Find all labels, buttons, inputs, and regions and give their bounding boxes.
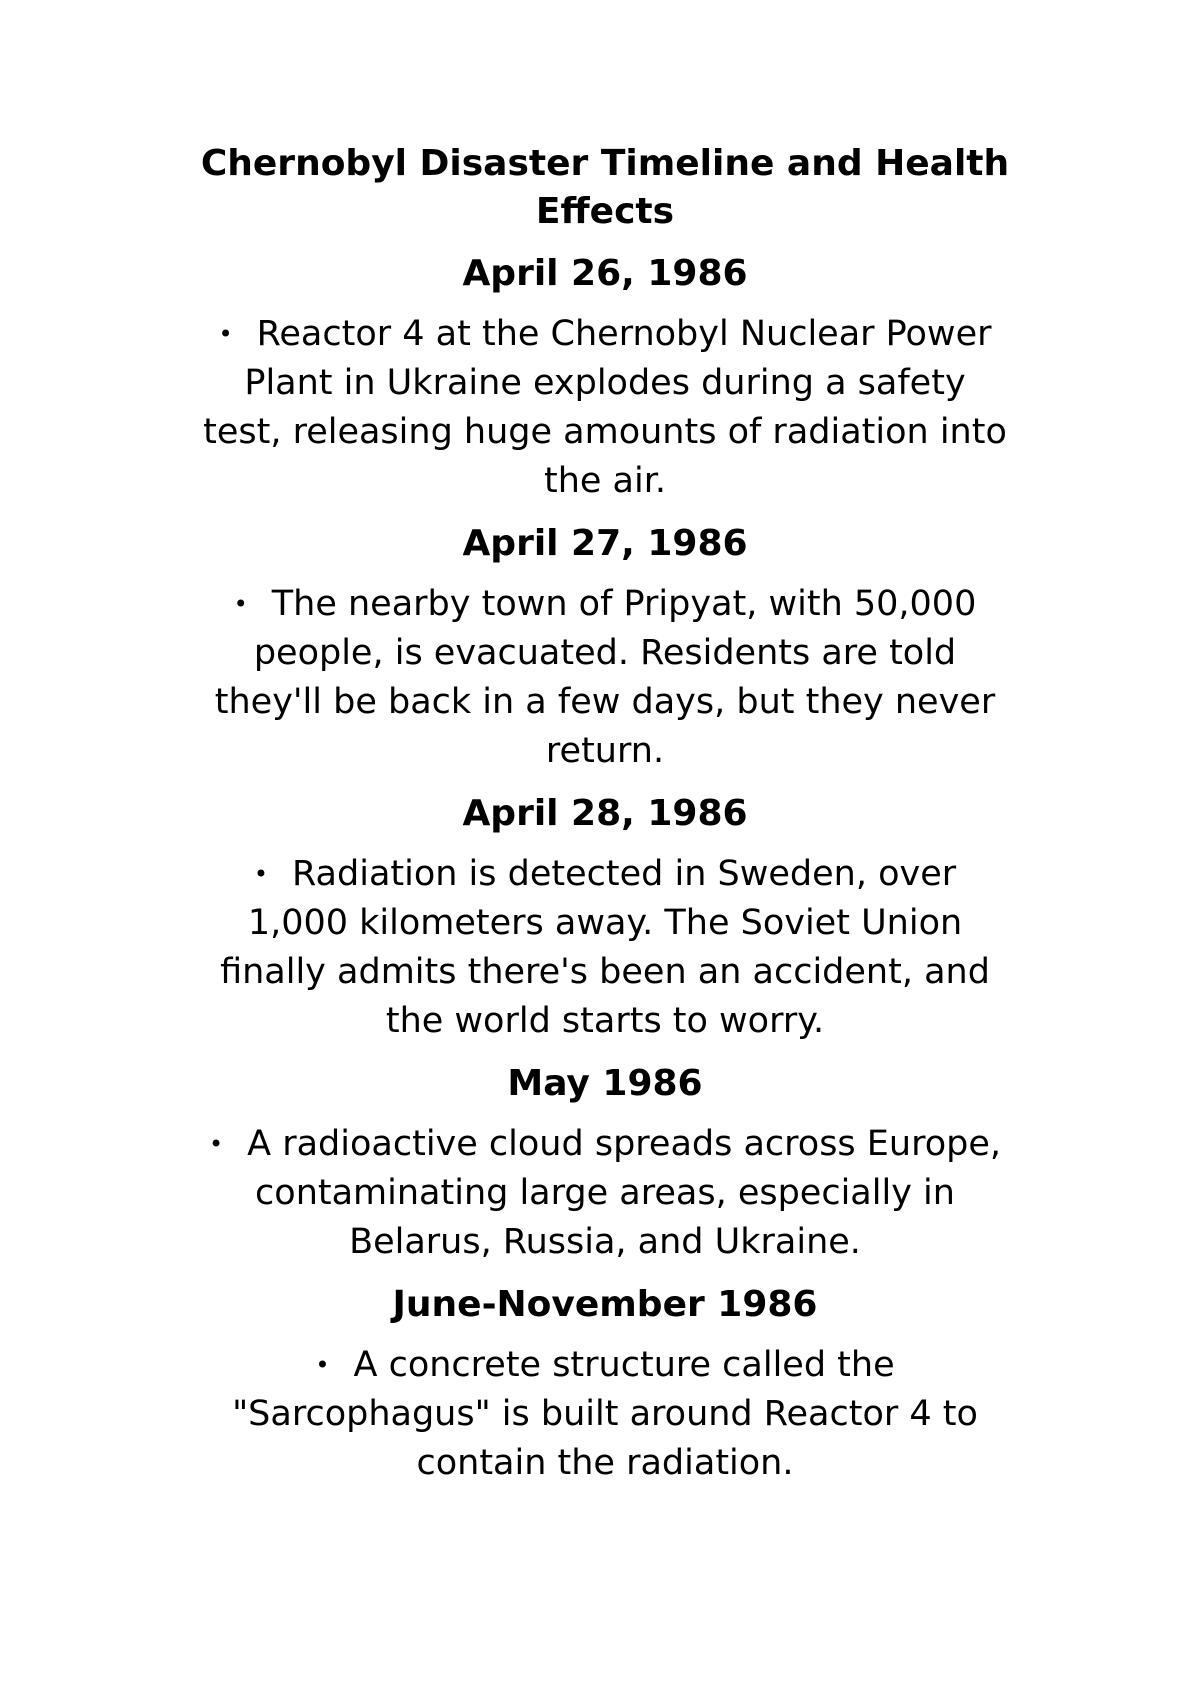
list-item [190, 850, 1020, 1046]
bullet-list [190, 580, 1020, 776]
bullet-icon: • [218, 320, 233, 348]
bullet-list [190, 850, 1020, 1046]
bullet-icon: • [315, 1351, 330, 1379]
list-item [190, 580, 1020, 776]
timeline-section [190, 1281, 1020, 1488]
bullet-list [190, 1120, 1020, 1267]
list-item [190, 1120, 1020, 1267]
bullet-list [190, 310, 1020, 506]
timeline-section [190, 250, 1020, 506]
section-date: April 26, 1986 [462, 253, 748, 294]
timeline-section [190, 520, 1020, 776]
list-item-text: The nearby town of Pripyat, with 50,000 people, is evacuated. Residents are told they'll be back in a few days, but they never return. [214, 584, 996, 771]
document-body [190, 140, 1020, 1502]
document-title: Chernobyl Disaster Timeline and Health Effects [200, 143, 1010, 232]
list-item-text: A concrete structure called the "Sarcophagus" is built around Reactor 4 to contain the radiation. [232, 1345, 978, 1483]
section-date: May 1986 [507, 1063, 703, 1104]
section-date: June-November 1986 [392, 1284, 818, 1325]
list-item [190, 1341, 1020, 1488]
timeline-section [190, 790, 1020, 1046]
list-item-text: Radiation is detected in Sweden, over 1,000 kilometers away. The Soviet Union finally admits there's been an accident, and the world starts to worry. [220, 854, 990, 1041]
section-date: April 27, 1986 [462, 523, 748, 564]
bullet-icon: • [233, 590, 248, 618]
list-item [190, 310, 1020, 506]
timeline-section [190, 1060, 1020, 1267]
bullet-list [190, 1341, 1020, 1488]
list-item-text: A radioactive cloud spreads across Europe, contaminating large areas, especially in Belarus, Russia, and Ukraine. [247, 1124, 1001, 1262]
bullet-icon: • [209, 1130, 224, 1158]
bullet-icon: • [253, 860, 268, 888]
section-date: April 28, 1986 [462, 793, 748, 834]
list-item-text: Reactor 4 at the Chernobyl Nuclear Power Plant in Ukraine explodes during a safety test, releasing huge amounts of radiation into the air. [203, 314, 1007, 501]
